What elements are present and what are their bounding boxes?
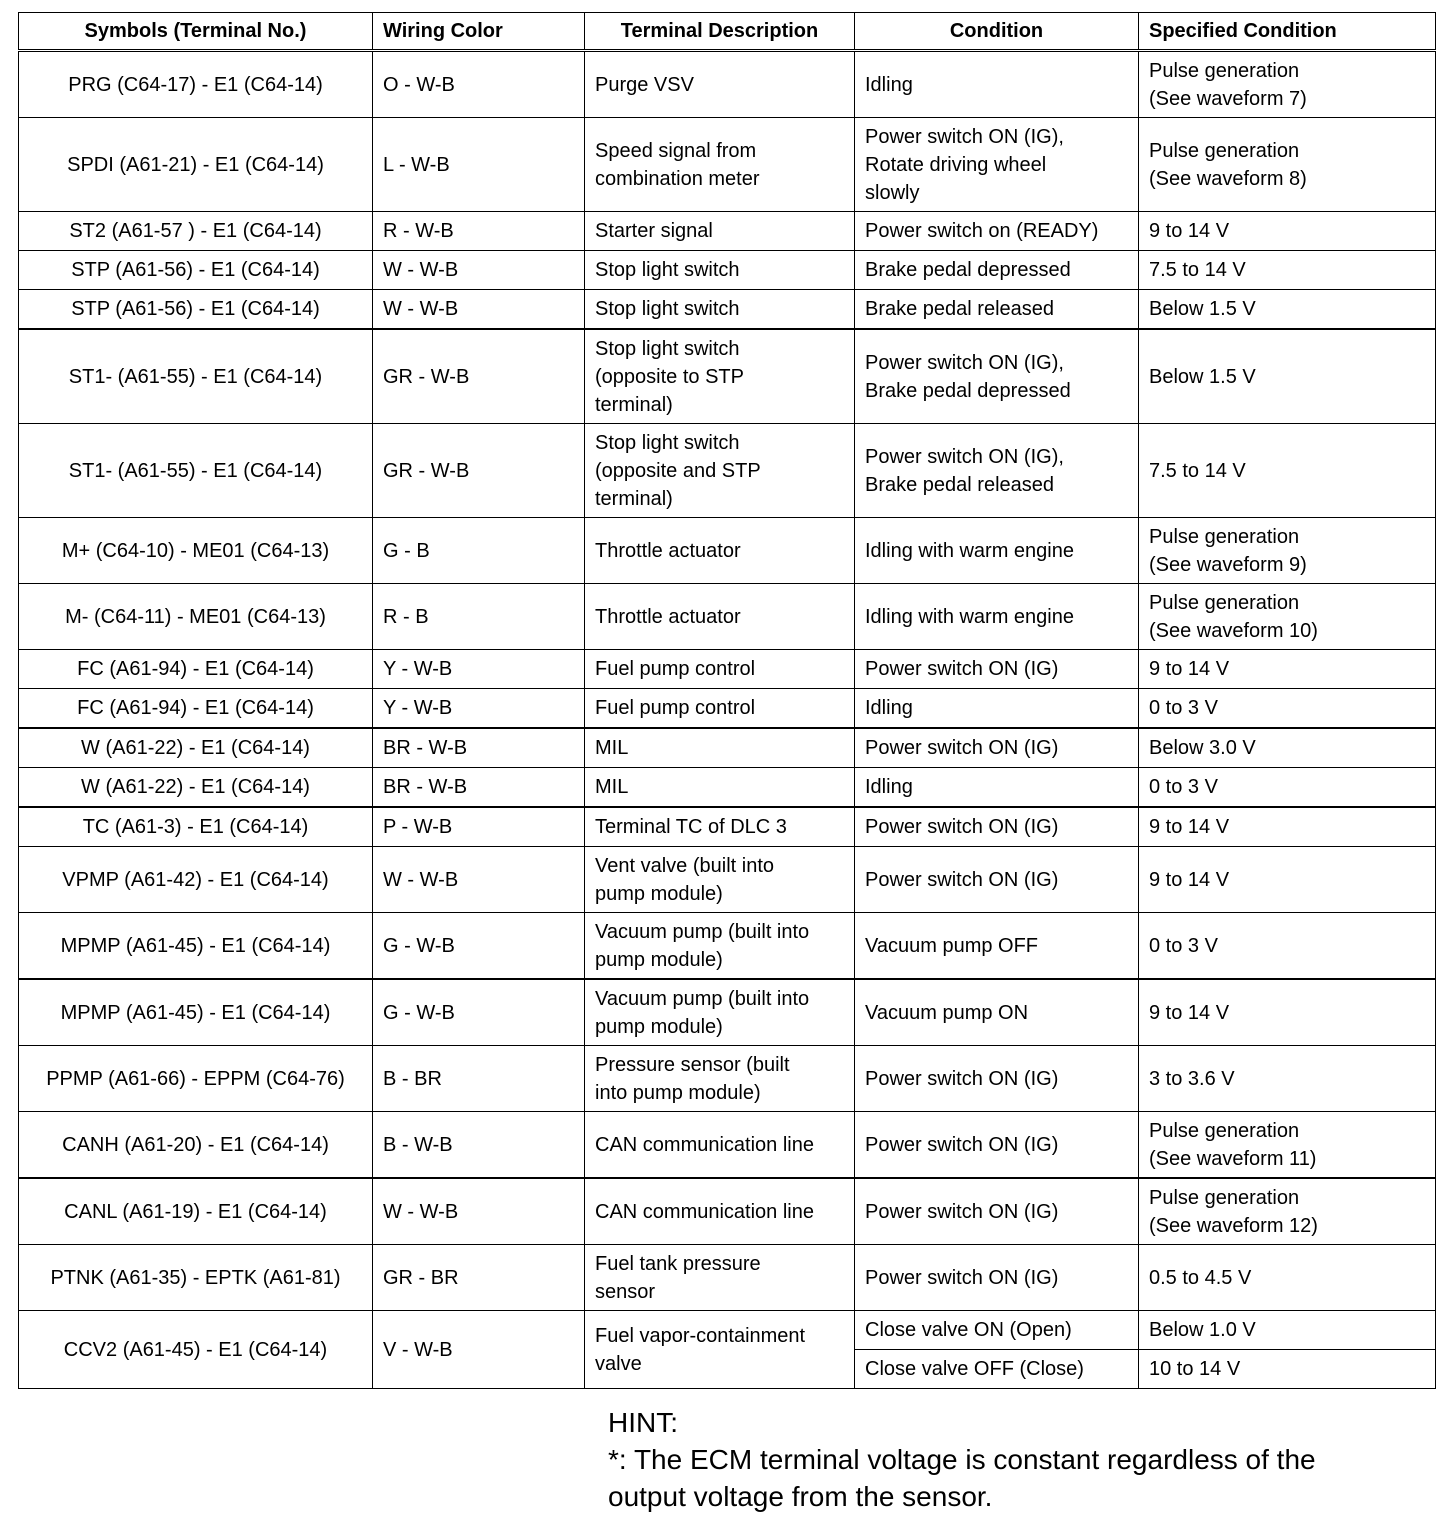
description-cell-line: Purge VSV (595, 73, 694, 96)
description-cell-line: Pressure sensor (built (595, 1053, 790, 1076)
condition-cell: Close valve OFF (Close) (855, 1350, 1139, 1389)
condition-cell-line: slowly (865, 181, 920, 204)
wiring-color-cell: L - W-B (373, 118, 585, 212)
description-cell (585, 1311, 855, 1389)
specified-cell-line: 9 to 14 V (1149, 816, 1230, 838)
description-cell-line: (opposite and STP (595, 459, 761, 482)
condition-cell (855, 913, 1139, 980)
specified-cell-line: 9 to 14 V (1149, 658, 1230, 680)
description-cell-line: (opposite to STP (595, 365, 744, 388)
specified-cell-line: 7.5 to 14 V (1149, 259, 1246, 281)
description-cell-line: combination meter (595, 167, 760, 190)
description-cell-line: Vacuum pump (built into (595, 987, 810, 1010)
symbol-cell: M- (C64-11) - ME01 (C64-13) (19, 584, 373, 650)
specified-cell (1139, 979, 1436, 1046)
symbol-cell: TC (A61-3) - E1 (C64-14) (19, 807, 373, 847)
specified-cell (1139, 290, 1436, 330)
symbol-cell: ST1- (A61-55) - E1 (C64-14) (19, 424, 373, 518)
table-row (19, 807, 1436, 847)
specified-cell-line: 9 to 14 V (1149, 868, 1230, 891)
table-row (19, 728, 1436, 768)
condition-cell (855, 807, 1139, 847)
symbol-cell: W (A61-22) - E1 (C64-14) (19, 728, 373, 768)
symbol-cell: SPDI (A61-21) - E1 (C64-14) (19, 118, 373, 212)
condition-cell (855, 689, 1139, 729)
symbol-cell: M+ (C64-10) - ME01 (C64-13) (19, 518, 373, 584)
specified-cell (1139, 212, 1436, 251)
specified-cell-line: 3 to 3.6 V (1149, 1067, 1235, 1090)
hint-title: HINT: (608, 1407, 678, 1438)
wiring-color-cell: R - B (373, 584, 585, 650)
symbol-cell: MPMP (A61-45) - E1 (C64-14) (19, 913, 373, 980)
table-row (19, 650, 1436, 689)
condition-cell-line: Power switch on (READY) (865, 220, 1099, 242)
description-cell (585, 689, 855, 729)
table-row (19, 847, 1436, 913)
description-cell (585, 847, 855, 913)
specified-cell-line: 0 to 3 V (1149, 934, 1218, 957)
table-row (19, 518, 1436, 584)
specified-cell: Below 1.0 V (1139, 1311, 1436, 1350)
wiring-color-cell: R - W-B (373, 212, 585, 251)
symbol-cell: PPMP (A61-66) - EPPM (C64-76) (19, 1046, 373, 1112)
specified-cell-line: Pulse generation (1149, 139, 1300, 162)
description-cell (585, 807, 855, 847)
table-row (19, 212, 1436, 251)
condition-cell (855, 584, 1139, 650)
specified-cell (1139, 913, 1436, 980)
specified-cell (1139, 650, 1436, 689)
specified-cell-line: (See waveform 7) (1149, 87, 1307, 110)
condition-cell-line: Brake pedal depressed (865, 379, 1071, 402)
specified-cell (1139, 118, 1436, 212)
description-cell (585, 424, 855, 518)
specified-cell-line: (See waveform 12) (1149, 1214, 1318, 1237)
specified-cell-line: Pulse generation (1149, 1186, 1300, 1209)
symbol-cell: CANL (A61-19) - E1 (C64-14) (19, 1178, 373, 1245)
table-row (19, 913, 1436, 980)
condition-cell: Close valve ON (Open) (855, 1311, 1139, 1350)
header-wiring-color: Wiring Color (373, 13, 585, 51)
table-row (19, 689, 1436, 729)
condition-cell-line: Power switch ON (IG) (865, 1067, 1059, 1090)
specified-cell-line: (See waveform 9) (1149, 553, 1307, 576)
condition-cell-line: Power switch ON (IG) (865, 868, 1059, 891)
condition-cell-line: Idling (865, 73, 913, 96)
description-cell-line: Fuel vapor-containment (595, 1324, 806, 1347)
wiring-color-cell: GR - W-B (373, 424, 585, 518)
condition-cell-line: Power switch ON (IG) (865, 737, 1059, 759)
condition-cell (855, 1178, 1139, 1245)
specified-cell-line: 7.5 to 14 V (1149, 459, 1246, 482)
specified-cell-line: (See waveform 10) (1149, 619, 1318, 642)
description-cell-line: pump module) (595, 882, 723, 905)
specified-cell-line: 9 to 14 V (1149, 1001, 1230, 1024)
description-cell-line: MIL (595, 737, 629, 759)
condition-cell-line: Idling (865, 697, 913, 719)
description-cell-line: Fuel pump control (595, 658, 756, 680)
table-row (19, 979, 1436, 1046)
wiring-color-cell: Y - W-B (373, 650, 585, 689)
description-cell (585, 290, 855, 330)
description-cell-line: valve (595, 1352, 642, 1375)
specified-cell (1139, 518, 1436, 584)
wiring-color-cell: BR - W-B (373, 768, 585, 808)
description-cell (585, 518, 855, 584)
table-row (19, 290, 1436, 330)
table-row (19, 768, 1436, 808)
symbol-cell: FC (A61-94) - E1 (C64-14) (19, 650, 373, 689)
specified-cell-line: Below 1.5 V (1149, 365, 1256, 388)
table-header-row (19, 13, 1436, 51)
specified-cell-line: Pulse generation (1149, 59, 1300, 82)
symbol-cell: ST1- (A61-55) - E1 (C64-14) (19, 329, 373, 424)
description-cell (585, 728, 855, 768)
symbol-cell: PRG (C64-17) - E1 (C64-14) (19, 51, 373, 118)
description-cell (585, 1112, 855, 1179)
description-cell-line: Throttle actuator (595, 539, 741, 562)
condition-cell-line: Power switch ON (IG) (865, 658, 1059, 680)
table-row (19, 118, 1436, 212)
condition-cell (855, 728, 1139, 768)
wiring-color-cell: BR - W-B (373, 728, 585, 768)
specified-cell (1139, 251, 1436, 290)
specified-cell (1139, 1112, 1436, 1179)
condition-cell-line: Power switch ON (IG) (865, 1200, 1059, 1223)
description-cell (585, 118, 855, 212)
description-cell-line: Fuel pump control (595, 697, 756, 719)
condition-cell (855, 424, 1139, 518)
condition-cell (855, 251, 1139, 290)
wiring-color-cell: G - B (373, 518, 585, 584)
wiring-color-cell: P - W-B (373, 807, 585, 847)
specified-cell (1139, 329, 1436, 424)
description-cell-line: Stop light switch (595, 337, 740, 360)
condition-cell-line: Power switch ON (IG) (865, 1266, 1059, 1289)
condition-cell-line: Power switch ON (IG), (865, 125, 1064, 148)
symbol-cell: FC (A61-94) - E1 (C64-14) (19, 689, 373, 729)
ecm-terminal-table (18, 12, 1436, 1389)
description-cell-line: sensor (595, 1280, 656, 1303)
description-cell-line: CAN communication line (595, 1133, 814, 1156)
description-cell (585, 1245, 855, 1311)
description-cell (585, 329, 855, 424)
wiring-color-cell: W - W-B (373, 847, 585, 913)
specified-cell (1139, 1046, 1436, 1112)
symbol-cell: STP (A61-56) - E1 (C64-14) (19, 290, 373, 330)
table-row (19, 1112, 1436, 1179)
specified-cell-line: 9 to 14 V (1149, 220, 1230, 242)
wiring-color-cell: W - W-B (373, 251, 585, 290)
wiring-color-cell: G - W-B (373, 913, 585, 980)
description-cell (585, 768, 855, 808)
table-row (19, 1178, 1436, 1245)
specified-cell (1139, 424, 1436, 518)
specified-cell-line: Pulse generation (1149, 1119, 1300, 1142)
specified-cell-line: Below 3.0 V (1149, 737, 1256, 759)
condition-cell-line: Brake pedal released (865, 298, 1055, 320)
specified-cell (1139, 1245, 1436, 1311)
description-cell (585, 251, 855, 290)
condition-cell-line: Brake pedal released (865, 473, 1055, 496)
symbol-cell: CCV2 (A61-45) - E1 (C64-14) (19, 1311, 373, 1389)
condition-cell (855, 212, 1139, 251)
description-cell-line: Starter signal (595, 220, 713, 242)
description-cell-line: Stop light switch (595, 298, 740, 320)
symbol-cell: CANH (A61-20) - E1 (C64-14) (19, 1112, 373, 1179)
table-row (19, 51, 1436, 118)
description-cell (585, 979, 855, 1046)
hint-note (608, 1404, 1408, 1515)
condition-cell-line: Power switch ON (IG), (865, 351, 1064, 374)
specified-cell (1139, 51, 1436, 118)
condition-cell (855, 290, 1139, 330)
table-row (19, 584, 1436, 650)
specified-cell-line: Pulse generation (1149, 525, 1300, 548)
description-cell-line: Terminal TC of DLC 3 (595, 816, 787, 838)
wiring-color-cell: GR - W-B (373, 329, 585, 424)
specified-cell-line: Below 1.5 V (1149, 298, 1256, 320)
wiring-color-cell: V - W-B (373, 1311, 585, 1389)
header-symbols: Symbols (Terminal No.) (19, 13, 373, 51)
symbol-cell: ST2 (A61-57 ) - E1 (C64-14) (19, 212, 373, 251)
symbol-cell: MPMP (A61-45) - E1 (C64-14) (19, 979, 373, 1046)
wiring-color-cell: GR - BR (373, 1245, 585, 1311)
specified-cell (1139, 728, 1436, 768)
wiring-color-cell: B - BR (373, 1046, 585, 1112)
symbol-cell: VPMP (A61-42) - E1 (C64-14) (19, 847, 373, 913)
description-cell (585, 1046, 855, 1112)
table-row (19, 424, 1436, 518)
header-terminal-description: Terminal Description (585, 13, 855, 51)
specified-cell-line: 0 to 3 V (1149, 697, 1218, 719)
description-cell-line: terminal) (595, 393, 673, 416)
specified-cell (1139, 807, 1436, 847)
description-cell-line: terminal) (595, 487, 673, 510)
wiring-color-cell: W - W-B (373, 1178, 585, 1245)
description-cell-line: Vacuum pump (built into (595, 920, 810, 943)
condition-cell (855, 518, 1139, 584)
table-row (19, 329, 1436, 424)
wiring-color-cell: Y - W-B (373, 689, 585, 729)
specified-cell (1139, 584, 1436, 650)
description-cell (585, 650, 855, 689)
condition-cell-line: Vacuum pump ON (865, 1001, 1029, 1024)
description-cell-line: Stop light switch (595, 259, 740, 281)
specified-cell: 10 to 14 V (1139, 1350, 1436, 1389)
wiring-color-cell: B - W-B (373, 1112, 585, 1179)
description-cell-line: pump module) (595, 948, 723, 971)
condition-cell (855, 1046, 1139, 1112)
specified-cell-line: Pulse generation (1149, 591, 1300, 614)
table-row (19, 1311, 1436, 1350)
specified-cell-line: 0.5 to 4.5 V (1149, 1266, 1252, 1289)
description-cell-line: Stop light switch (595, 431, 740, 454)
description-cell (585, 584, 855, 650)
condition-cell (855, 768, 1139, 808)
header-specified-condition: Specified Condition (1139, 13, 1436, 51)
symbol-cell: STP (A61-56) - E1 (C64-14) (19, 251, 373, 290)
wiring-color-cell: G - W-B (373, 979, 585, 1046)
condition-cell (855, 650, 1139, 689)
condition-cell-line: Idling with warm engine (865, 605, 1074, 628)
description-cell-line: Speed signal from (595, 139, 757, 162)
condition-cell-line: Brake pedal depressed (865, 259, 1071, 281)
condition-cell (855, 118, 1139, 212)
condition-cell-line: Idling (865, 776, 913, 798)
condition-cell-line: Vacuum pump OFF (865, 934, 1039, 957)
description-cell-line: Throttle actuator (595, 605, 741, 628)
wiring-color-cell: O - W-B (373, 51, 585, 118)
description-cell-line: into pump module) (595, 1081, 761, 1104)
specified-cell-line: (See waveform 8) (1149, 167, 1307, 190)
description-cell-line: CAN communication line (595, 1200, 814, 1223)
hint-line: *: The ECM terminal voltage is constant regardless of the (608, 1444, 1316, 1475)
symbol-cell: W (A61-22) - E1 (C64-14) (19, 768, 373, 808)
condition-cell-line: Power switch ON (IG) (865, 816, 1059, 838)
specified-cell-line: 0 to 3 V (1149, 776, 1218, 798)
description-cell (585, 913, 855, 980)
specified-cell-line: (See waveform 11) (1149, 1147, 1317, 1170)
condition-cell-line: Idling with warm engine (865, 539, 1074, 562)
specified-cell (1139, 847, 1436, 913)
condition-cell (855, 1112, 1139, 1179)
description-cell-line: pump module) (595, 1015, 723, 1038)
condition-cell-line: Power switch ON (IG), (865, 445, 1064, 468)
description-cell (585, 1178, 855, 1245)
condition-cell (855, 979, 1139, 1046)
specified-cell (1139, 689, 1436, 729)
table-row (19, 251, 1436, 290)
description-cell-line: MIL (595, 776, 629, 798)
symbol-cell: PTNK (A61-35) - EPTK (A61-81) (19, 1245, 373, 1311)
condition-cell (855, 329, 1139, 424)
specified-cell (1139, 1178, 1436, 1245)
condition-cell-line: Rotate driving wheel (865, 153, 1047, 176)
description-cell (585, 51, 855, 118)
table-row (19, 1046, 1436, 1112)
condition-cell-line: Power switch ON (IG) (865, 1133, 1059, 1156)
specified-cell (1139, 768, 1436, 808)
condition-cell (855, 1245, 1139, 1311)
description-cell (585, 212, 855, 251)
header-condition: Condition (855, 13, 1139, 51)
description-cell-line: Vent valve (built into (595, 854, 774, 877)
condition-cell (855, 847, 1139, 913)
description-cell-line: Fuel tank pressure (595, 1252, 761, 1275)
condition-cell (855, 51, 1139, 118)
wiring-color-cell: W - W-B (373, 290, 585, 330)
table-row (19, 1245, 1436, 1311)
hint-line: output voltage from the sensor. (608, 1481, 993, 1512)
